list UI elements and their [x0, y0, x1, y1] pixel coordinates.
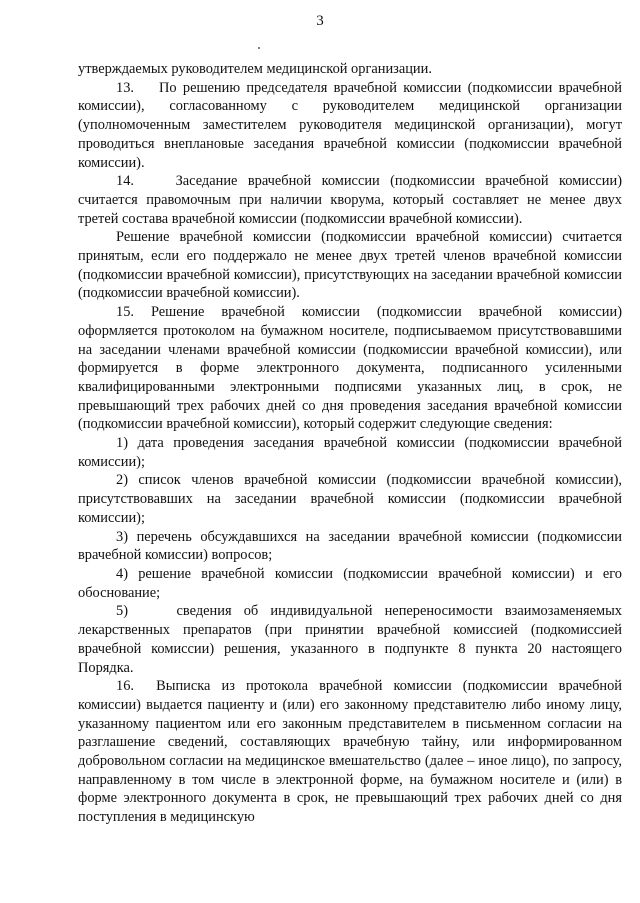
list-item-1: 1) дата проведения заседания врачебной комиссии (подкомиссии врачебной комиссии);	[78, 435, 622, 470]
paragraph-item-13: 13. По решению председателя врачебной комиссии (подкомиссии врачебной комиссии), согласованному с руководителем медицинской организации (уполномоченным заместителем руководителя медицинской организации), могут проводиться внеплановые заседания врачебной комиссии (подкомиссии врачебной комиссии).	[78, 79, 622, 171]
page-number: 3	[316, 13, 324, 29]
paragraph-item-15: 15. Решение врачебной комиссии (подкомиссии врачебной комиссии) оформляется протоколом на бумажном носителе, подписываемом присутствовавшими на заседании членами врачебной комиссии (подкомиссии врачебной комиссии), или формируется в форме электронного документа, подписанного усиленными квалифицированными электронными подписями указанных лиц, в срок, не превышающий трех рабочих дней со дня проведения заседания врачебной комиссии (подкомиссии врачебной комиссии), который содержит следующие сведения:	[78, 304, 622, 433]
paragraph-continuation: утверждаемых руководителем медицинской организации.	[78, 61, 432, 77]
list-item-2: 2) список членов врачебной комиссии (подкомиссии врачебной комиссии), присутствовавших на заседании врачебной комиссии (подкомиссии врачебной комиссии);	[78, 472, 622, 526]
paragraph-decision-quorum: Решение врачебной комиссии (подкомиссии врачебной комиссии) считается принятым, если его поддержало не менее двух третей членов врачебной комиссии (подкомиссии врачебной комиссии), присутствующих на заседании врачебной комиссии (подкомиссии врачебной комиссии).	[78, 229, 622, 302]
paragraph-item-16: 16. Выписка из протокола врачебной комиссии (подкомиссии врачебной комиссии) выдается пациенту и (или) его законному представителю либо иному лицу, указанному пациентом или его законным представителем в письменном согласии на разглашение сведений, составляющих врачебную тайну, или информированном добровольном согласии на медицинское вмешательство (далее – иное лицо), по запросу, направленному в том числе в электронной форме, на бумажном носителе и (или) в форме электронного документа в срок, не превышающий трех рабочих дней со дня поступления в медицинскую	[78, 678, 622, 826]
list-item-4: 4) решение врачебной комиссии (подкомиссии врачебной комиссии) и его обоснование;	[78, 565, 622, 601]
scan-speck	[258, 47, 260, 49]
paragraph-item-14: 14. Заседание врачебной комиссии (подкомиссии врачебной комиссии) считается правомочным при наличии кворума, который составляет не менее двух третей состава врачебной комиссии (подкомиссии врачебной комиссии).	[78, 173, 622, 227]
document-body	[78, 60, 622, 827]
list-item-5: 5) сведения об индивидуальной непереносимости взаимозаменяемых лекарственных препаратов (при принятии врачебной комиссией (подкомиссией врачебной комиссии) решения, указанного в подпункте 8 пункта 20 настоящего Порядка.	[78, 603, 622, 676]
list-item-3: 3) перечень обсуждавшихся на заседании врачебной комиссии (подкомиссии врачебной комиссии) вопросов;	[78, 528, 622, 564]
